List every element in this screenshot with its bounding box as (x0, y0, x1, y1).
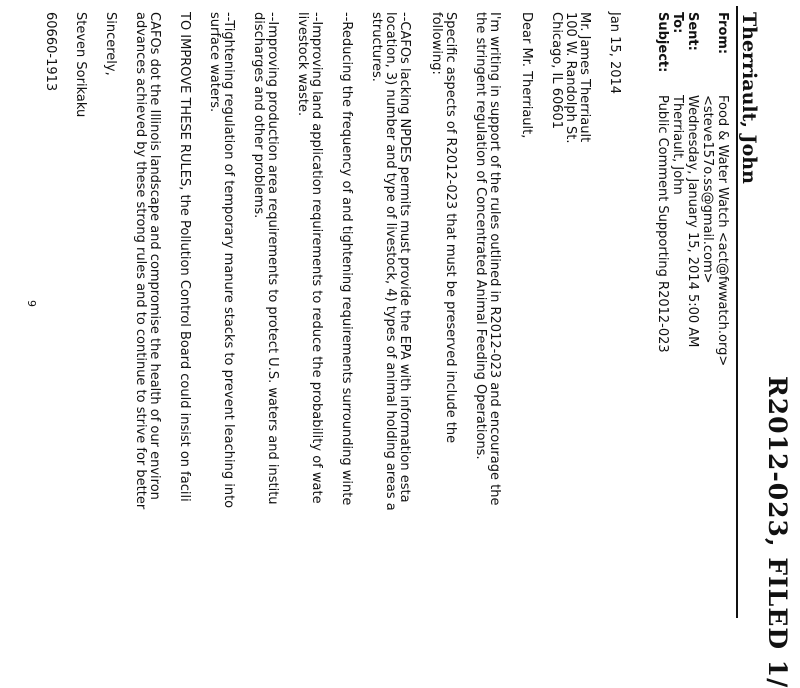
letter-date: Jan 15, 2014 (607, 12, 622, 95)
sent-label: Sent: (685, 12, 700, 51)
bullet-line: --Improving land application requirements to reduce the probability of wate (309, 12, 324, 504)
address-line: 100 W. Randolph St. (563, 12, 578, 144)
bullet-line: livestock waste. (295, 12, 310, 117)
greeting: Dear Mr. Therriault, (519, 12, 534, 139)
from-label: From: (715, 12, 730, 55)
closing-line: CAFOs dot the Illinois landscape and compromise the health of our environ (147, 12, 162, 500)
header-rule (736, 6, 738, 618)
address-line: Chicago, IL 60601 (549, 12, 564, 130)
bullet-line: discharges and other problems. (251, 12, 266, 219)
filing-stamp: R2012-023, FILED 1/ (763, 376, 792, 688)
aspects-line: following: (429, 12, 444, 75)
to-label: To: (670, 12, 685, 34)
address-line: Mr. James Therriault (577, 12, 592, 143)
bullet-line: surface waters. (207, 12, 222, 113)
bullet-line: --Tightening regulation of temporary manure stacks to prevent leaching into (221, 12, 236, 509)
zip-code: 60660-1913 (43, 12, 58, 92)
bullet-line: --CAFOs lacking NPDES permits must provide the EPA with information esta (397, 12, 412, 503)
bullet-line: location, 3) number and type of livestock, 4) types of animal holding areas a (383, 12, 398, 511)
subject-value: Public Comment Supporting R2012-023 (655, 95, 670, 353)
bullet-line: --Reducing the frequency of and tightening requirements surrounding winte (339, 12, 354, 506)
signature-name: Steven Sorikaku (73, 12, 88, 118)
sign-off: Sincerely, (103, 12, 118, 76)
bullet-line: --Improving production area requirements to protect U.S. waters and institu (265, 12, 280, 505)
to-value: Therriault, John (670, 95, 685, 195)
subject-label: Subject: (655, 12, 670, 73)
from-value: Food & Water Watch <act@fwwatch.org> (715, 95, 730, 367)
closing-line: advances achieved by these strong rules and to continue to strive for better (133, 12, 148, 510)
sent-value: Wednesday, January 15, 2014 5:00 AM (685, 95, 700, 348)
intro-line: the stringent regulation of Concentrated Animal Feeding Operations. (473, 12, 488, 460)
from-value-email: <steve157o.ss@gmail.com> (700, 95, 715, 284)
page-number: 9 (25, 300, 38, 307)
bullet-line: structures. (369, 12, 384, 82)
improve-line: TO IMPROVE THESE RULES, the Pollution Control Board could insist on facili (177, 12, 192, 502)
intro-line: I'm writing in support of the rules outlined in R2012-023 and encourage the (487, 12, 502, 506)
sender-name: Therriault, John (738, 12, 760, 184)
aspects-line: Specific aspects of R2012-023 that must be preserved include the (443, 12, 458, 444)
